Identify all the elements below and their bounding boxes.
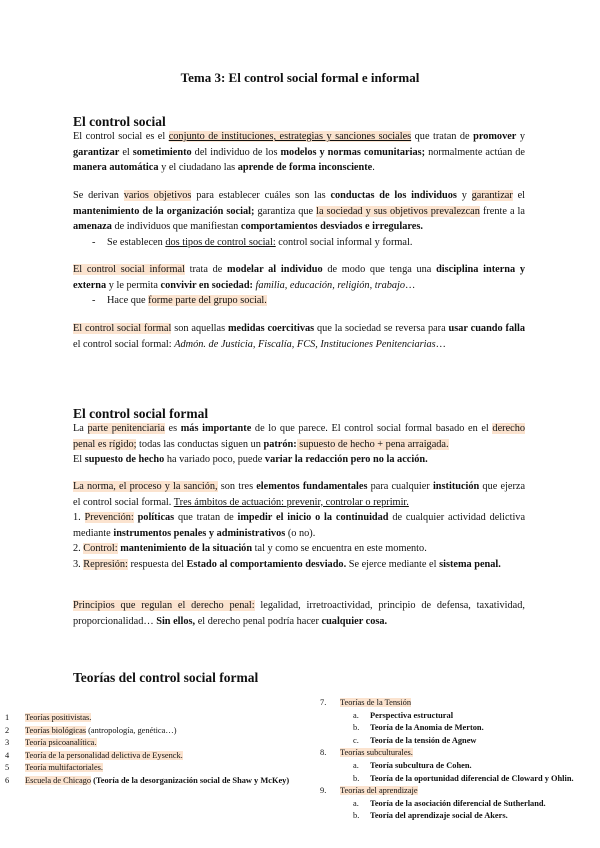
paragraph-penitentiary: La parte penitenciaria es más importante de lo que parece. El control social formal basado en el derecho penal es rígido; todas las conductas siguen un patrón: supuesto de hecho + pena arraigada. El supuesto de hecho ha variado poco, puede variar la redacción pero no la acción.: [73, 423, 526, 466]
section-heading-theories: Teorías del control social formal: [73, 670, 259, 685]
list-subitem: a. Teoría subcultura de Cohen.: [353, 760, 472, 770]
section-heading-control-social: El control social: [73, 114, 166, 129]
list-item: 2 Teorías biológicas (antropología, genética…): [5, 725, 177, 735]
item-control: 2. Control: mantenimiento de la situación tal y como se encuentra en este momento.: [73, 543, 427, 555]
paragraph-objectives: Se derivan varios objetivos para establecer cuáles son las conductas de los individuos y garantizar el mantenimiento de la organización social; garantiza que la sociedad y sus objetivos prevalezcan frente a la amenaza de individuos que manifiestan comportamientos desviados e irregulares. - Se establecen dos tipos de control social: control social informal y formal.: [73, 188, 525, 250]
page-title: Tema 3: El control social formal e informal: [180, 70, 420, 85]
bullet-control-types: - Se establecen dos tipos de control social: control social informal y formal.: [73, 235, 525, 251]
list-item: 4 Teoría de la personalidad delictiva de Eysenck.: [5, 750, 183, 760]
list-subitem: b. Teoría del aprendizaje social de Akers.: [353, 811, 508, 821]
paragraph-principles: Principios que regulan el derecho penal: legalidad, irretroactividad, principio de defensa, taxatividad, proporcionalidad… Sin ellos, el derecho penal podría hacer cualquier cosa.: [73, 600, 525, 627]
section-heading-formal-control: El control social formal: [73, 406, 209, 421]
list-subitem: b. Teoría de la Anomia de Merton.: [353, 723, 484, 733]
bullet-social-group: - Hace que forme parte del grupo social.: [73, 293, 525, 309]
paragraph-informal-control: El control social informal trata de modelar al individuo de modo que tenga una disciplina interna y externa y le permita convivir en sociedad: familia, educación, religión, trabajo… - Hace que forme parte del grupo social.: [73, 262, 525, 309]
item-prevention: 1. Prevención: políticas que tratan de impedir el inicio o la continuidad de cualquier actividad delictiva mediante instrumentos penales y administrativos (o no).: [73, 512, 526, 539]
list-item: 6 Escuela de Chicago (Teoría de la desorganización social de Shaw y McKey): [5, 775, 290, 785]
list-item: 9. Teorías del aprendizaje: [320, 786, 418, 796]
list-item: 1 Teorías positivistas.: [5, 713, 92, 722]
paragraph-elements: La norma, el proceso y la sanción, son tres elementos fundamentales para cualquier institución que ejerza el control social formal. Tres ámbitos de actuación: prevenir, controlar o reprimir. 1. Prevención: políticas que tratan de impedir el inicio o la continuidad de cualquier actividad delictiva mediante instrumentos penales y administrativos (o no). 2. Control: mantenimiento de la situación tal y como se encuentra en este momento. 3. Represión: respuesta del Estado al comportamiento desviado. Se ejerce mediante el sistema penal.: [73, 479, 525, 573]
list-item: 7. Teorías de la Tensión: [320, 698, 412, 707]
list-subitem: b. Teoría de la oportunidad diferencial de Cloward y Ohlin.: [353, 773, 574, 783]
theories-list-right: [320, 697, 574, 823]
list-subitem: a. Teoría de la asociación diferencial de Sutherland.: [353, 798, 546, 808]
list-subitem: a. Perspectiva estructural: [353, 710, 454, 720]
list-item: 8. Teorías subculturales.: [320, 748, 413, 758]
theories-list-left: [5, 712, 290, 788]
paragraph-definition: El control social es el conjunto de instituciones, estrategias y sanciones sociales que tratan de promover y garantizar el sometimiento del individuo de los modelos y normas comunitarias; normalmente actúan de manera automática y el ciudadano las aprende de forma inconsciente.: [73, 131, 525, 174]
list-item: 3 Teoría psicoanalítica.: [5, 738, 97, 748]
list-item: 5 Teoría multifactoriales.: [5, 763, 104, 773]
list-subitem: c. Teoría de la tensión de Agnew: [353, 735, 477, 745]
item-repression: 3. Represión: respuesta del Estado al comportamiento desviado. Se ejerce mediante el sistema penal.: [73, 558, 501, 570]
paragraph-formal-control: El control social formal son aquellas medidas coercitivas que la sociedad se reversa para usar cuando falla el control social formal: Admón. de Justicia, Fiscalía, FCS, Instituciones Penitenciarias…: [73, 323, 525, 350]
